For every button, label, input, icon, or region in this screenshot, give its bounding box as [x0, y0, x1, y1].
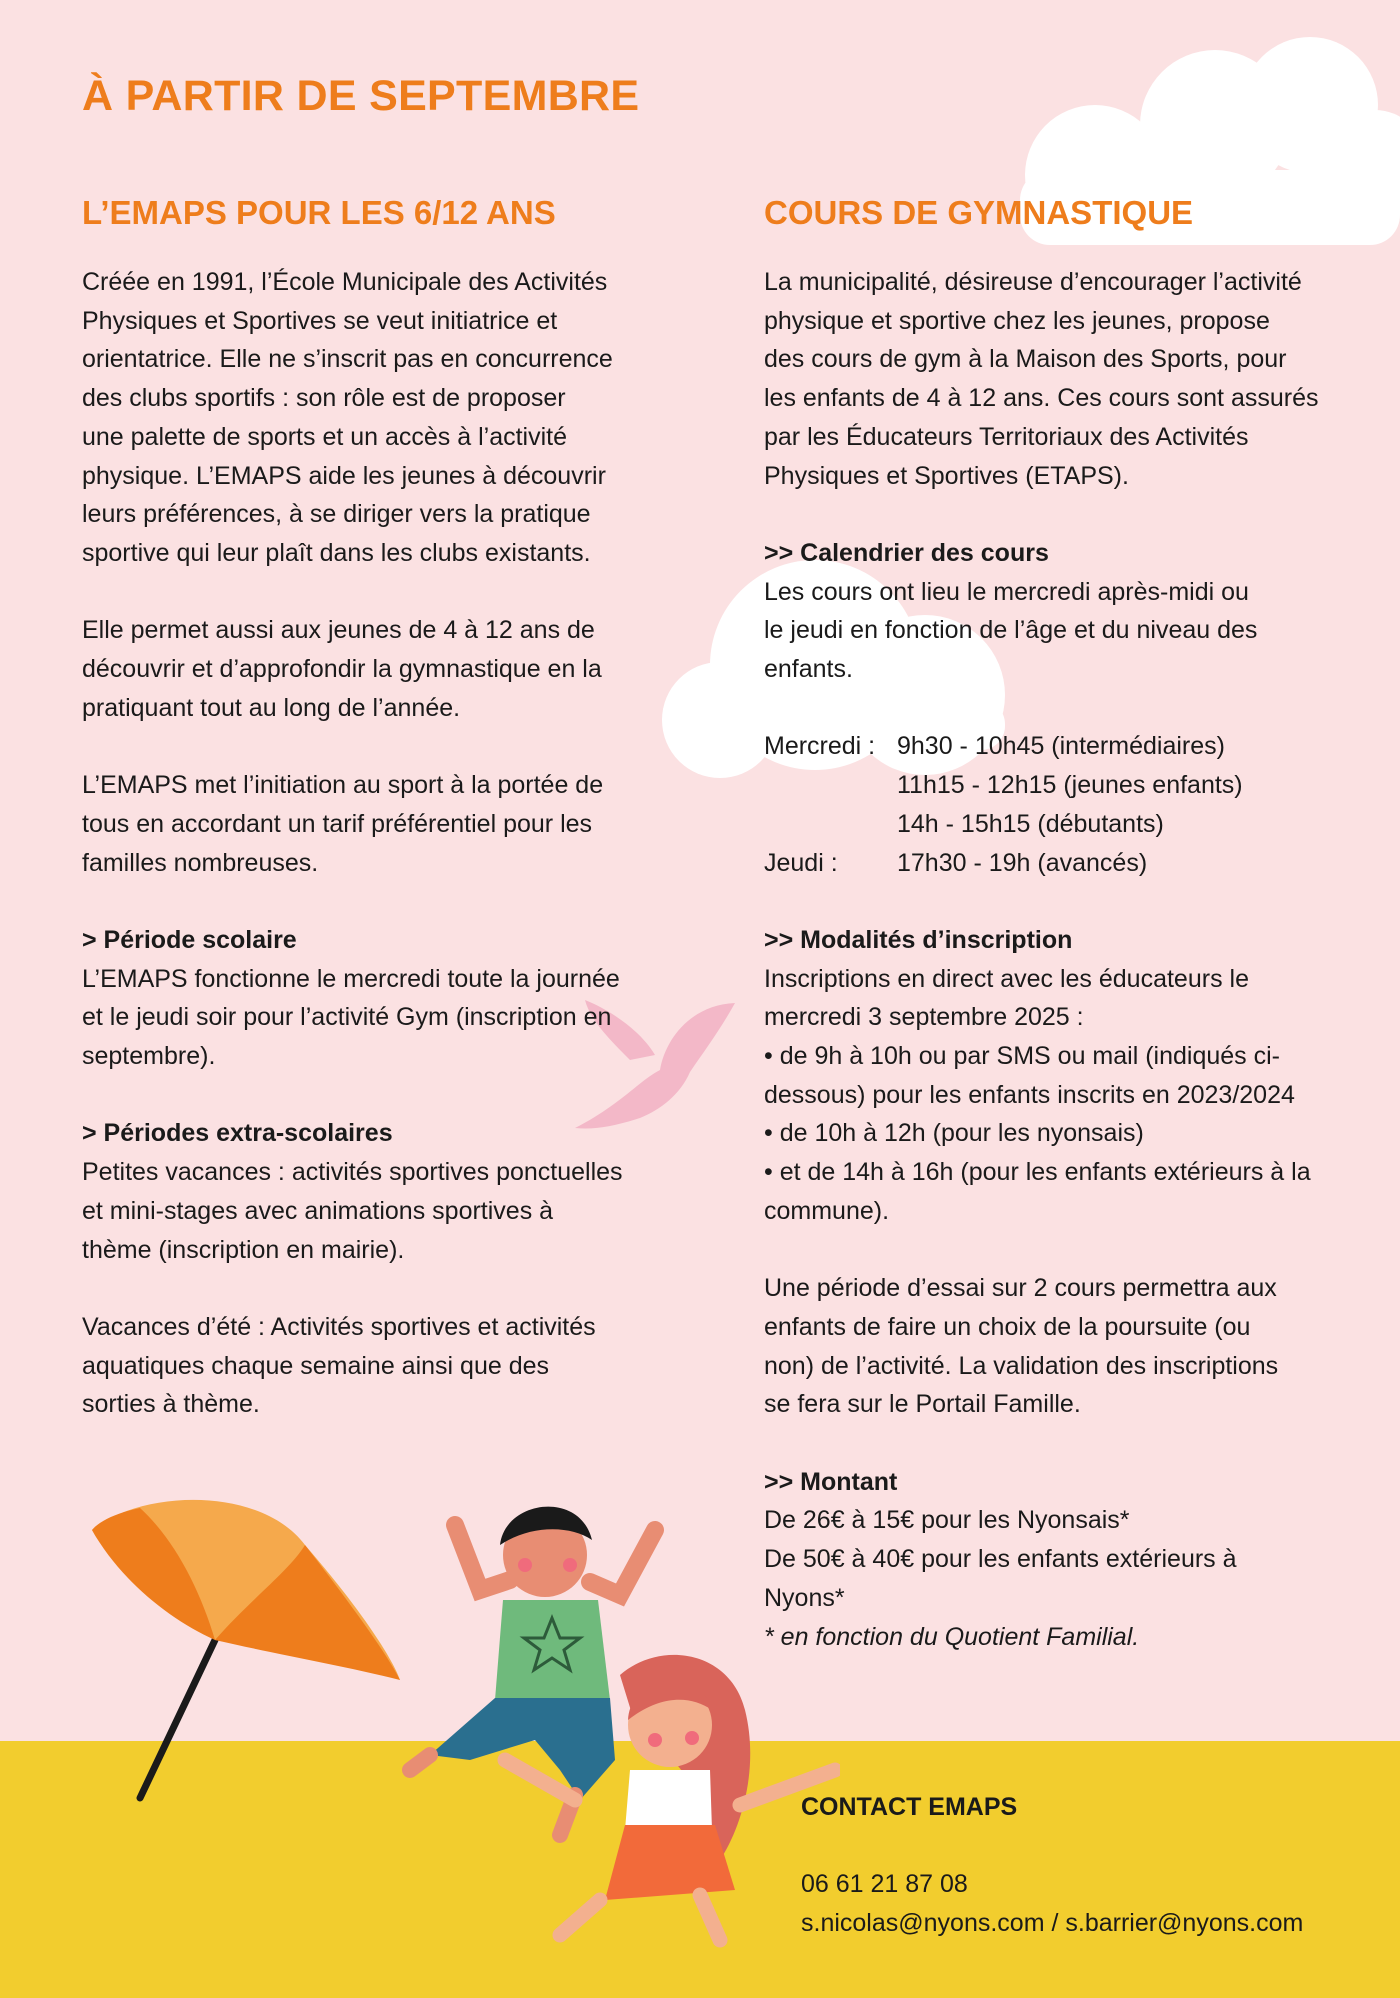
periodes-extra-block: > Périodes extra-scolaires Petites vacances : activités sportives ponctuelles et mini-stages avec animations sportives à thème (inscription en mairie). — [82, 1114, 682, 1269]
periode-scolaire-block: > Période scolaire L’EMAPS fonctionne le mercredi toute la journée et le jeudi soir pour l’activité Gym (inscription en septembre). — [82, 921, 682, 1076]
emaps-column — [82, 190, 682, 1424]
essai-paragraph: Une période d’essai sur 2 cours permettra aux enfants de faire un choix de la poursuite (ou non) de l’activité. La validation des inscriptions se fera sur le Portail Famille. — [764, 1274, 1279, 1419]
emaps-tarif-paragraph: L’EMAPS met l’initiation au sport à la portée de tous en accordant un tarif préférentiel pour les familles nombreuses. — [82, 771, 604, 877]
montant-block: >> Montant De 26€ à 15€ pour les Nyonsais* De 50€ à 40€ pour les enfants extérieurs à Nyons* * en fonction du Quotient Familial. — [764, 1463, 1364, 1657]
periodes-extra-heading: > Périodes extra-scolaires — [82, 1119, 393, 1148]
gym-intro-paragraph: La municipalité, désireuse d’encourager l’activité physique et sportive chez les jeunes, propose des cours de gym à la Maison des Sports, pour les enfants de 4 à 12 ans. Ces cours sont assurés par les Éducateurs Territoriaux des Activités Physiques et Sportives (ETAPS). — [764, 268, 1319, 490]
schedule-list — [764, 727, 1364, 882]
schedule-row: Mercredi : 9h30 - 10h45 (intermédiaires) — [764, 732, 1225, 761]
vacances-ete-paragraph: Vacances d’été : Activités sportives et activités aquatiques chaque semaine ainsi que des sorties à thème. — [82, 1312, 596, 1419]
contact-emails[interactable]: s.nicolas@nyons.com / s.barrier@nyons.com — [801, 1909, 1304, 1938]
modalites-block: >> Modalités d’inscription Inscriptions en direct avec les éducateurs le mercredi 3 septembre 2025 : • de 9h à 10h ou par SMS ou mail (indiqués ci- dessous) pour les enfants inscrits en 2023/2024 • de 10h à 12h (pour les nyonsais) • et de 14h à 16h (pour les enfants extérieurs à la commune). — [764, 921, 1364, 1231]
beach-umbrella-icon — [92, 1500, 400, 1798]
montant-heading: >> Montant — [764, 1467, 898, 1496]
montant-note: * en fonction du Quotient Familial. — [764, 1622, 1140, 1651]
contact-phone[interactable]: 06 61 21 87 08 — [801, 1870, 968, 1899]
boy-jumping-icon — [410, 1507, 655, 1835]
modalites-heading: >> Modalités d’inscription — [764, 925, 1073, 954]
periode-scolaire-heading: > Période scolaire — [82, 925, 297, 954]
page-title: À PARTIR DE SEPTEMBRE — [82, 72, 640, 120]
emaps-section-title: L’EMAPS POUR LES 6/12 ANS — [82, 194, 556, 231]
gym-section-title: COURS DE GYMNASTIQUE — [764, 194, 1194, 231]
emaps-intro-paragraph: Créée en 1991, l’École Municipale des Activités Physiques et Sportives se veut initiatrice et orientatrice. Elle ne s’inscrit pas en concurrence des clubs sportifs : son rôle est de proposer une palette de sports et un accès à l’activité physique. L’EMAPS aide les jeunes à découvrir leurs préférences, à se diriger vers la pratique sportive qui leur plaît dans les clubs existants. — [82, 268, 613, 567]
schedule-row: 11h15 - 12h15 (jeunes enfants) — [897, 771, 1243, 800]
schedule-row: Jeudi : 17h30 - 19h (avancés) — [764, 848, 1148, 877]
calendrier-block: >> Calendrier des cours Les cours ont lieu le mercredi après-midi ou le jeudi en fonction de l’âge et du niveau des enfants. — [764, 534, 1364, 689]
children-illustration — [0, 1470, 840, 1998]
gym-column — [764, 190, 1364, 1656]
emaps-gym-paragraph: Elle permet aussi aux jeunes de 4 à 12 ans de découvrir et d’approfondir la gymnastique en la pratiquant tout au long de l’année. — [82, 616, 602, 722]
contact-title: CONTACT EMAPS — [801, 1793, 1018, 1821]
contact-block — [801, 1788, 1303, 1943]
calendrier-heading: >> Calendrier des cours — [764, 538, 1049, 567]
schedule-row: 14h - 15h15 (débutants) — [897, 809, 1164, 838]
